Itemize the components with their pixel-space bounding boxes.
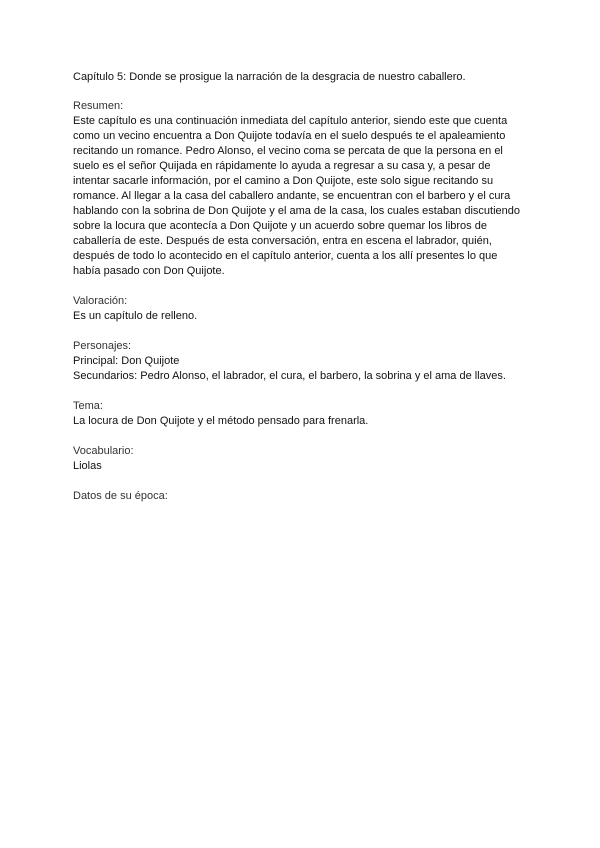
summary-label: Resumen: [73,100,124,112]
tema-section [73,399,523,429]
valoracion-label: Valoración: [73,295,128,307]
personajes-principal: Principal: Don Quijote [73,355,180,367]
vocabulario-text: Liolas [73,460,102,472]
tema-label: Tema: [73,400,103,412]
chapter-title: Capítulo 5: Donde se prosigue la narración de la desgracia de nuestro caballero. [73,71,466,83]
summary-text: Este capítulo es una continuación inmediata del capítulo anterior, siendo este que cuenta como un vecino encuentra a Don Quijote todavía en el suelo después te el apaleamiento recitando un romance. Pedro Alonso, el vecino coma se percata de que la persona en el suelo es el señor Quijada en rápidamente lo ayuda a regresar a su casa y, a pesar de intentar sacarle información, por el camino a Don Quijote, este solo sigue recitando su romance. Al llegar a la casa del caballero andante, se encuentran con el barbero y el cura hablando con la sobrina de Don Quijote y el ama de la casa, los cuales estaban discutiendo sobre la locura que acontecía a Don Quijote y un acuerdo sobre quemar los libros de caballería de este. Después de esta conversación, entra en escena el labrador, quién, después de todo lo acontecido en el capítulo anterior, cuenta a los allí presentes lo que había pasado con Don Quijote. [73,115,521,277]
vocabulario-section [73,444,523,474]
datos-label: Datos de su época: [73,490,168,502]
personajes-secundarios: Secundarios: Pedro Alonso, el labrador, el cura, el barbero, la sobrina y el ama de llaves. [73,370,506,382]
personajes-section [73,339,523,384]
vocabulario-label: Vocabulario: [73,445,134,457]
summary-section [73,99,523,279]
datos-section [73,489,523,504]
valoracion-section [73,294,523,324]
document-page [73,70,523,519]
tema-text: La locura de Don Quijote y el método pensado para frenarla. [73,415,369,427]
valoracion-text: Es un capítulo de relleno. [73,310,198,322]
personajes-label: Personajes: [73,340,132,352]
